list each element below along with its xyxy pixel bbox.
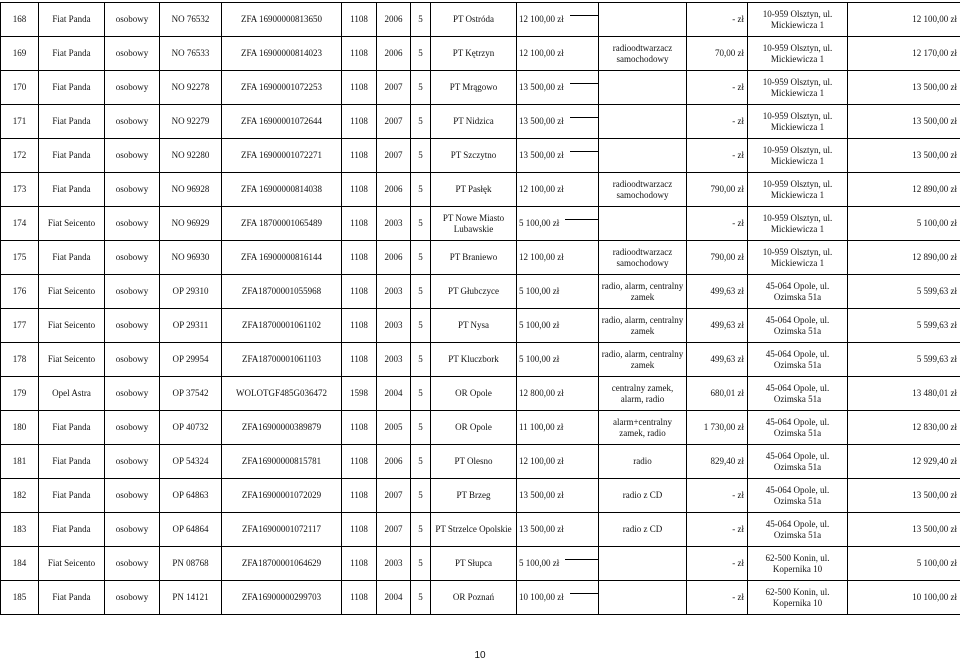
cell-equipment-value: 70,00 zł — [687, 37, 748, 71]
cell-type: osobowy — [105, 411, 160, 445]
cell-engine: 1108 — [342, 479, 377, 513]
cell-engine: 1108 — [342, 37, 377, 71]
cell-value — [517, 105, 599, 139]
cell-equipment-value: - zł — [687, 479, 748, 513]
cell-location: PT Strzelce Opolskie — [431, 513, 517, 547]
cell-lp: 178 — [1, 343, 39, 377]
cell-type: osobowy — [105, 139, 160, 173]
cell-registration: OP 64863 — [160, 479, 222, 513]
cell-type: osobowy — [105, 581, 160, 615]
cell-type: osobowy — [105, 3, 160, 37]
cell-equipment: radio z CD — [599, 513, 687, 547]
cell-engine: 1108 — [342, 105, 377, 139]
cell-make: Fiat Seicento — [39, 547, 105, 581]
value-text: 5 100,00 zł — [519, 218, 560, 228]
cell-total: 13 500,00 zł — [848, 479, 960, 513]
cell-equipment: centralny zamek, alarm, radio — [599, 377, 687, 411]
table-row — [1, 71, 960, 105]
cell-type: osobowy — [105, 173, 160, 207]
table-row — [1, 105, 960, 139]
cell-address: 10-959 Olsztyn, ul. Mickiewicza 1 — [748, 173, 848, 207]
cell-location: OR Opole — [431, 377, 517, 411]
table-row — [1, 3, 960, 37]
cell-seats: 5 — [411, 207, 431, 241]
cell-address: 45-064 Opole, ul. Ozimska 51a — [748, 445, 848, 479]
cell-location: PT Kętrzyn — [431, 37, 517, 71]
cell-type: osobowy — [105, 207, 160, 241]
value-text: 12 100,00 zł — [519, 252, 564, 262]
page-number: 10 — [474, 650, 486, 661]
cell-address: 10-959 Olsztyn, ul. Mickiewicza 1 — [748, 3, 848, 37]
vehicle-table — [0, 2, 960, 615]
cell-equipment-value: 790,00 zł — [687, 173, 748, 207]
cell-equipment — [599, 581, 687, 615]
cell-location: PT Szczytno — [431, 139, 517, 173]
cell-year: 2004 — [377, 377, 411, 411]
cell-make: Fiat Seicento — [39, 207, 105, 241]
cell-registration: PN 08768 — [160, 547, 222, 581]
cell-registration: NO 92280 — [160, 139, 222, 173]
cell-location: OR Opole — [431, 411, 517, 445]
cell-location: PT Mrągowo — [431, 71, 517, 105]
cell-equipment: radioodtwarzacz samochodowy — [599, 241, 687, 275]
cell-engine: 1108 — [342, 71, 377, 105]
cell-registration: NO 92278 — [160, 71, 222, 105]
table-row — [1, 207, 960, 241]
cell-vin: ZFA16900000299703 — [222, 581, 342, 615]
table-row — [1, 173, 960, 207]
cell-location: PT Nowe Miasto Lubawskie — [431, 207, 517, 241]
cell-address: 45-064 Opole, ul. Ozimska 51a — [748, 479, 848, 513]
value-text: 5 100,00 zł — [519, 286, 560, 296]
cell-equipment-value: - zł — [687, 139, 748, 173]
cell-seats: 5 — [411, 3, 431, 37]
cell-make: Fiat Seicento — [39, 275, 105, 309]
cell-total: 5 599,63 zł — [848, 275, 960, 309]
table-row — [1, 513, 960, 547]
cell-address: 45-064 Opole, ul. Ozimska 51a — [748, 513, 848, 547]
cell-equipment-value: 829,40 zł — [687, 445, 748, 479]
cell-registration: OP 64864 — [160, 513, 222, 547]
cell-location: PT Olesno — [431, 445, 517, 479]
cell-equipment-value: - zł — [687, 71, 748, 105]
value-text: 13 500,00 zł — [519, 524, 564, 534]
cell-vin: ZFA 16900000816144 — [222, 241, 342, 275]
cell-equipment — [599, 71, 687, 105]
cell-value — [517, 71, 599, 105]
cell-vin: ZFA18700001055968 — [222, 275, 342, 309]
cell-equipment-value: 1 730,00 zł — [687, 411, 748, 445]
cell-registration: NO 92279 — [160, 105, 222, 139]
table-row — [1, 343, 960, 377]
table-row — [1, 377, 960, 411]
cell-make: Fiat Panda — [39, 445, 105, 479]
cell-total: 13 500,00 zł — [848, 513, 960, 547]
value-text: 5 100,00 zł — [519, 558, 560, 568]
cell-seats: 5 — [411, 513, 431, 547]
cell-equipment-value: 499,63 zł — [687, 343, 748, 377]
cell-location: PT Pasłęk — [431, 173, 517, 207]
cell-type: osobowy — [105, 71, 160, 105]
cell-registration: OP 29311 — [160, 309, 222, 343]
cell-engine: 1108 — [342, 513, 377, 547]
cell-vin: ZFA 16900000814023 — [222, 37, 342, 71]
cell-address: 45-064 Opole, ul. Ozimska 51a — [748, 411, 848, 445]
cell-registration: OP 54324 — [160, 445, 222, 479]
cell-lp: 169 — [1, 37, 39, 71]
cell-year: 2006 — [377, 37, 411, 71]
empty-line-mark — [570, 117, 599, 118]
table-row — [1, 241, 960, 275]
cell-equipment — [599, 3, 687, 37]
cell-year: 2007 — [377, 105, 411, 139]
cell-make: Fiat Panda — [39, 241, 105, 275]
cell-vin: ZFA18700001061102 — [222, 309, 342, 343]
cell-lp: 172 — [1, 139, 39, 173]
cell-seats: 5 — [411, 377, 431, 411]
cell-engine: 1108 — [342, 547, 377, 581]
cell-address: 45-064 Opole, ul. Ozimska 51a — [748, 275, 848, 309]
cell-equipment: radio — [599, 445, 687, 479]
empty-line-mark — [570, 593, 599, 594]
cell-equipment-value: - zł — [687, 581, 748, 615]
cell-seats: 5 — [411, 139, 431, 173]
cell-type: osobowy — [105, 241, 160, 275]
cell-address: 45-064 Opole, ul. Ozimska 51a — [748, 377, 848, 411]
value-text: 12 100,00 zł — [519, 456, 564, 466]
vehicle-table-body — [1, 3, 960, 615]
cell-seats: 5 — [411, 275, 431, 309]
cell-equipment-value: - zł — [687, 547, 748, 581]
cell-vin: ZFA16900001072117 — [222, 513, 342, 547]
value-text: 13 500,00 zł — [519, 150, 564, 160]
cell-seats: 5 — [411, 445, 431, 479]
table-row — [1, 445, 960, 479]
cell-seats: 5 — [411, 105, 431, 139]
cell-make: Fiat Panda — [39, 513, 105, 547]
cell-location: PT Słupca — [431, 547, 517, 581]
cell-equipment — [599, 105, 687, 139]
cell-total: 13 500,00 zł — [848, 105, 960, 139]
cell-value — [517, 411, 599, 445]
cell-type: osobowy — [105, 105, 160, 139]
cell-year: 2007 — [377, 71, 411, 105]
cell-registration: OP 29310 — [160, 275, 222, 309]
cell-make: Fiat Panda — [39, 479, 105, 513]
cell-make: Fiat Seicento — [39, 309, 105, 343]
document-page — [0, 2, 960, 615]
cell-type: osobowy — [105, 275, 160, 309]
cell-type: osobowy — [105, 377, 160, 411]
cell-location: PT Kluczbork — [431, 343, 517, 377]
cell-address: 45-064 Opole, ul. Ozimska 51a — [748, 309, 848, 343]
cell-seats: 5 — [411, 343, 431, 377]
cell-equipment-value: - zł — [687, 207, 748, 241]
cell-engine: 1108 — [342, 309, 377, 343]
cell-total: 13 500,00 zł — [848, 139, 960, 173]
cell-year: 2006 — [377, 3, 411, 37]
cell-equipment — [599, 139, 687, 173]
cell-type: osobowy — [105, 513, 160, 547]
cell-vin: ZFA16900000389879 — [222, 411, 342, 445]
cell-seats: 5 — [411, 71, 431, 105]
cell-lp: 180 — [1, 411, 39, 445]
cell-address: 10-959 Olsztyn, ul. Mickiewicza 1 — [748, 71, 848, 105]
cell-vin: ZFA 18700001065489 — [222, 207, 342, 241]
cell-year: 2007 — [377, 479, 411, 513]
cell-registration: OP 40732 — [160, 411, 222, 445]
cell-year: 2005 — [377, 411, 411, 445]
cell-equipment: radio z CD — [599, 479, 687, 513]
cell-year: 2003 — [377, 275, 411, 309]
table-row — [1, 275, 960, 309]
cell-lp: 182 — [1, 479, 39, 513]
cell-location: PT Ostróda — [431, 3, 517, 37]
cell-seats: 5 — [411, 173, 431, 207]
cell-vin: ZFA 16900001072644 — [222, 105, 342, 139]
cell-total: 10 100,00 zł — [848, 581, 960, 615]
cell-equipment-value: - zł — [687, 3, 748, 37]
cell-total: 5 599,63 zł — [848, 343, 960, 377]
cell-location: PT Nysa — [431, 309, 517, 343]
cell-year: 2003 — [377, 343, 411, 377]
cell-lp: 168 — [1, 3, 39, 37]
cell-make: Fiat Panda — [39, 37, 105, 71]
cell-vin: ZFA16900001072029 — [222, 479, 342, 513]
cell-lp: 179 — [1, 377, 39, 411]
cell-type: osobowy — [105, 547, 160, 581]
cell-make: Fiat Panda — [39, 105, 105, 139]
cell-location: PT Głubczyce — [431, 275, 517, 309]
cell-registration: NO 96930 — [160, 241, 222, 275]
cell-total: 12 890,00 zł — [848, 241, 960, 275]
cell-value — [517, 547, 599, 581]
cell-total: 12 830,00 zł — [848, 411, 960, 445]
cell-year: 2006 — [377, 445, 411, 479]
cell-address: 10-959 Olsztyn, ul. Mickiewicza 1 — [748, 139, 848, 173]
cell-total: 13 480,01 zł — [848, 377, 960, 411]
value-text: 10 100,00 zł — [519, 592, 564, 602]
cell-total: 12 100,00 zł — [848, 3, 960, 37]
cell-engine: 1108 — [342, 139, 377, 173]
value-text: 13 500,00 zł — [519, 116, 564, 126]
cell-registration: NO 96928 — [160, 173, 222, 207]
table-row — [1, 139, 960, 173]
cell-registration: NO 96929 — [160, 207, 222, 241]
cell-seats: 5 — [411, 547, 431, 581]
cell-seats: 5 — [411, 309, 431, 343]
cell-engine: 1108 — [342, 3, 377, 37]
empty-line-mark — [570, 151, 599, 152]
cell-seats: 5 — [411, 241, 431, 275]
cell-location: OR Poznań — [431, 581, 517, 615]
cell-lp: 174 — [1, 207, 39, 241]
cell-value — [517, 173, 599, 207]
cell-year: 2006 — [377, 241, 411, 275]
cell-engine: 1108 — [342, 241, 377, 275]
cell-total: 5 599,63 zł — [848, 309, 960, 343]
cell-make: Fiat Seicento — [39, 343, 105, 377]
cell-equipment-value: - zł — [687, 513, 748, 547]
cell-vin: ZFA16900000815781 — [222, 445, 342, 479]
cell-equipment: alarm+centralny zamek, radio — [599, 411, 687, 445]
cell-equipment: radio, alarm, centralny zamek — [599, 343, 687, 377]
cell-make: Fiat Panda — [39, 3, 105, 37]
cell-vin: ZFA 16900000814038 — [222, 173, 342, 207]
cell-vin: ZFA 16900000813650 — [222, 3, 342, 37]
cell-year: 2003 — [377, 547, 411, 581]
value-text: 12 100,00 zł — [519, 48, 564, 58]
cell-vin: WOLOTGF485G036472 — [222, 377, 342, 411]
cell-equipment: radio, alarm, centralny zamek — [599, 309, 687, 343]
cell-make: Fiat Panda — [39, 581, 105, 615]
cell-lp: 185 — [1, 581, 39, 615]
table-row — [1, 479, 960, 513]
value-text: 12 800,00 zł — [519, 388, 564, 398]
cell-equipment — [599, 207, 687, 241]
cell-total: 12 929,40 zł — [848, 445, 960, 479]
cell-vin: ZFA18700001061103 — [222, 343, 342, 377]
cell-lp: 177 — [1, 309, 39, 343]
cell-location: PT Nidzica — [431, 105, 517, 139]
cell-equipment-value: 680,01 zł — [687, 377, 748, 411]
empty-line-mark — [570, 15, 599, 16]
cell-value — [517, 581, 599, 615]
cell-year: 2007 — [377, 513, 411, 547]
cell-lp: 170 — [1, 71, 39, 105]
cell-value — [517, 37, 599, 71]
value-text: 5 100,00 zł — [519, 354, 560, 364]
cell-engine: 1108 — [342, 207, 377, 241]
value-text: 5 100,00 zł — [519, 320, 560, 330]
value-text: 11 100,00 zł — [519, 422, 564, 432]
cell-engine: 1108 — [342, 581, 377, 615]
cell-lp: 183 — [1, 513, 39, 547]
cell-lp: 181 — [1, 445, 39, 479]
cell-equipment: radioodtwarzacz samochodowy — [599, 173, 687, 207]
cell-vin: ZFA 16900001072271 — [222, 139, 342, 173]
cell-value — [517, 479, 599, 513]
cell-registration: OP 29954 — [160, 343, 222, 377]
cell-year: 2007 — [377, 139, 411, 173]
cell-equipment-value: - zł — [687, 105, 748, 139]
cell-equipment-value: 499,63 zł — [687, 275, 748, 309]
cell-total: 12 170,00 zł — [848, 37, 960, 71]
cell-equipment: radio, alarm, centralny zamek — [599, 275, 687, 309]
cell-year: 2003 — [377, 309, 411, 343]
cell-seats: 5 — [411, 479, 431, 513]
cell-type: osobowy — [105, 343, 160, 377]
table-row — [1, 411, 960, 445]
cell-value — [517, 377, 599, 411]
cell-location: PT Brzeg — [431, 479, 517, 513]
cell-address: 62-500 Konin, ul. Kopernika 10 — [748, 547, 848, 581]
cell-value — [517, 309, 599, 343]
cell-value — [517, 207, 599, 241]
table-row — [1, 547, 960, 581]
cell-type: osobowy — [105, 37, 160, 71]
cell-address: 45-064 Opole, ul. Ozimska 51a — [748, 343, 848, 377]
cell-engine: 1108 — [342, 275, 377, 309]
cell-seats: 5 — [411, 37, 431, 71]
cell-vin: ZFA 16900001072253 — [222, 71, 342, 105]
cell-lp: 175 — [1, 241, 39, 275]
cell-engine: 1598 — [342, 377, 377, 411]
cell-registration: NO 76533 — [160, 37, 222, 71]
cell-value — [517, 241, 599, 275]
cell-engine: 1108 — [342, 173, 377, 207]
cell-equipment-value: 790,00 zł — [687, 241, 748, 275]
table-row — [1, 309, 960, 343]
cell-engine: 1108 — [342, 411, 377, 445]
cell-total: 12 890,00 zł — [848, 173, 960, 207]
cell-make: Fiat Panda — [39, 139, 105, 173]
table-row — [1, 581, 960, 615]
cell-type: osobowy — [105, 309, 160, 343]
cell-registration: PN 14121 — [160, 581, 222, 615]
value-text: 12 100,00 zł — [519, 184, 564, 194]
value-text: 13 500,00 zł — [519, 490, 564, 500]
value-text: 12 100,00 zł — [519, 14, 564, 24]
cell-vin: ZFA18700001064629 — [222, 547, 342, 581]
cell-lp: 171 — [1, 105, 39, 139]
cell-value — [517, 445, 599, 479]
cell-make: Fiat Panda — [39, 173, 105, 207]
empty-line-mark — [565, 219, 599, 220]
table-row — [1, 37, 960, 71]
cell-total: 5 100,00 zł — [848, 547, 960, 581]
cell-value — [517, 513, 599, 547]
cell-registration: NO 76532 — [160, 3, 222, 37]
cell-value — [517, 275, 599, 309]
cell-engine: 1108 — [342, 445, 377, 479]
cell-lp: 176 — [1, 275, 39, 309]
cell-address: 10-959 Olsztyn, ul. Mickiewicza 1 — [748, 105, 848, 139]
cell-location: PT Braniewo — [431, 241, 517, 275]
cell-address: 10-959 Olsztyn, ul. Mickiewicza 1 — [748, 37, 848, 71]
cell-equipment-value: 499,63 zł — [687, 309, 748, 343]
cell-year: 2003 — [377, 207, 411, 241]
cell-year: 2004 — [377, 581, 411, 615]
cell-type: osobowy — [105, 445, 160, 479]
cell-lp: 184 — [1, 547, 39, 581]
cell-value — [517, 3, 599, 37]
cell-year: 2006 — [377, 173, 411, 207]
cell-equipment: radioodtwarzacz samochodowy — [599, 37, 687, 71]
cell-value — [517, 343, 599, 377]
cell-make: Fiat Panda — [39, 71, 105, 105]
cell-make: Fiat Panda — [39, 411, 105, 445]
empty-line-mark — [565, 559, 599, 560]
cell-seats: 5 — [411, 581, 431, 615]
cell-address: 10-959 Olsztyn, ul. Mickiewicza 1 — [748, 207, 848, 241]
cell-registration: OP 37542 — [160, 377, 222, 411]
cell-address: 62-500 Konin, ul. Kopernika 10 — [748, 581, 848, 615]
cell-value — [517, 139, 599, 173]
cell-engine: 1108 — [342, 343, 377, 377]
cell-total: 5 100,00 zł — [848, 207, 960, 241]
cell-address: 10-959 Olsztyn, ul. Mickiewicza 1 — [748, 241, 848, 275]
cell-total: 13 500,00 zł — [848, 71, 960, 105]
empty-line-mark — [570, 83, 599, 84]
cell-lp: 173 — [1, 173, 39, 207]
cell-seats: 5 — [411, 411, 431, 445]
cell-make: Opel Astra — [39, 377, 105, 411]
cell-type: osobowy — [105, 479, 160, 513]
value-text: 13 500,00 zł — [519, 82, 564, 92]
cell-equipment — [599, 547, 687, 581]
